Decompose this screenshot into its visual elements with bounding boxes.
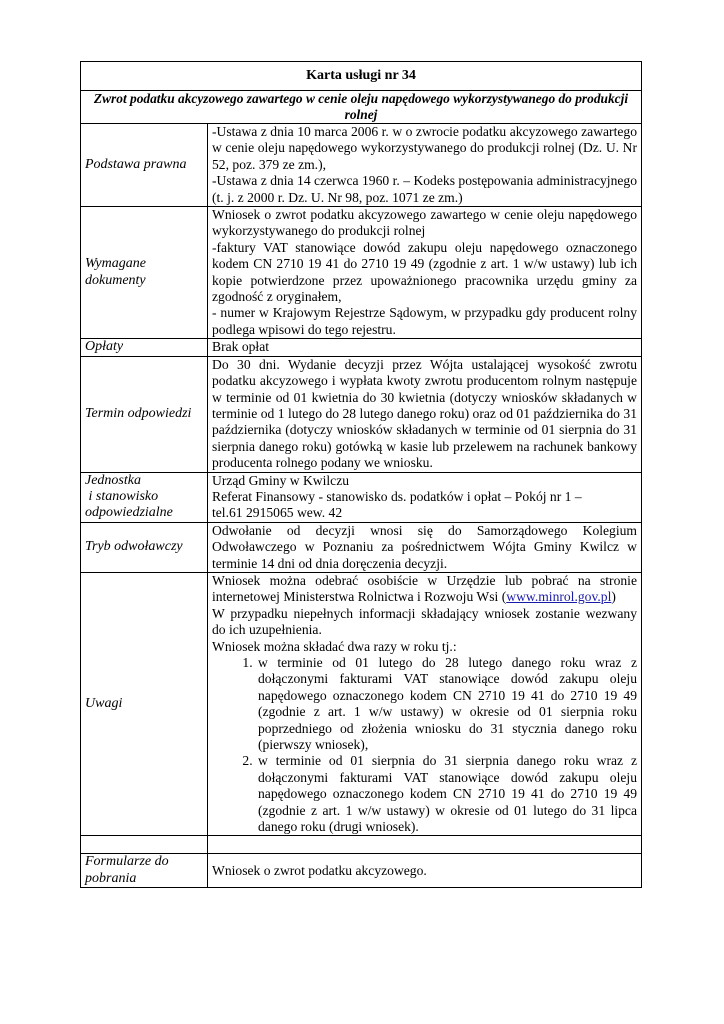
label-wymagane-dokumenty: Wymagane dokumenty [81,207,208,339]
card-title: Karta usługi nr 34 [81,62,642,91]
value-formularze: Wniosek o zwrot podatku akcyzowego. [208,854,642,888]
dokumenty-line-2: -faktury VAT stanowiące dowód zakupu oleju napędowego oznaczonego kodem CN 2710 19 41 do 2710 19 49 (zgodnie z art. 1 w/w ustawy) lub ich kopie potwierdzone przez upoważnionego pracownika urzędu gminy za zgodność z oryginałem, [212,239,637,305]
row-wymagane-dokumenty [81,207,642,339]
jednostka-label-line-3: odpowiedzialne [85,505,173,521]
dokumenty-line-3: - numer w Krajowym Rejestrze Sądowym, w przypadku gdy producent rolny podlega wpisowi do tego rejestru. [212,305,637,337]
row-oplaty [81,339,642,356]
link-paren-open: ( [501,589,507,605]
subtitle-row [81,91,642,124]
uwagi-intro [212,573,637,606]
uwagi-list [212,655,637,835]
value-oplaty: Brak opłat [208,339,642,356]
row-tryb-odwolawczy [81,522,642,572]
card-subtitle: Zwrot podatku akcyzowego zawartego w cenie oleju napędowego wykorzystywanego do produkcji rolnej [81,91,642,124]
row-jednostka [81,472,642,522]
jednostka-line-1: Urząd Gminy w Kwilczu [212,472,350,488]
uwagi-line-3: Wniosek można składać dwa razy w roku tj.: [212,638,457,654]
value-podstawa-prawna [208,124,642,207]
label-jednostka [81,472,208,522]
label-tryb-odwolawczy: Tryb odwoławczy [81,522,208,572]
uwagi-line-2: W przypadku niepełnych informacji składający wniosek zostanie wezwany do ich uzupełnienia. [212,605,637,638]
minrol-link[interactable]: www.minrol.gov.pl [506,589,612,605]
jednostka-line-2: Referat Finansowy - stanowisko ds. podatków i opłat – Pokój nr 1 – [212,488,582,504]
empty-cell-left [81,836,208,854]
value-tryb-odwolawczy: Odwołanie od decyzji wnosi się do Samorządowego Kolegium Odwoławczego w Poznaniu za pośrednictwem Wójta Gminy Kwilcz w terminie 14 dni od dnia doręczenia decyzji. [208,522,642,572]
label-podstawa-prawna: Podstawa prawna [81,124,208,207]
label-uwagi: Uwagi [81,572,208,836]
jednostka-label-line-2: i stanowisko [85,488,159,504]
service-card-table [80,61,642,888]
formularze-label-line-1: Formularze do [85,854,169,870]
row-formularze [81,854,642,888]
uwagi-list-item: 2. w terminie od 01 sierpnia do 31 sierpnia danego roku wraz z dołączonymi fakturami VAT stanowiące dowód zakupu oleju napędowego oznaczonego kodem CN 2710 19 41 do 2710 19 49 (zgodnie z art. 1 w/w ustawy) w okresie od 01 lutego do 31 lipca danego roku (drugi wniosek). [256,753,637,835]
value-termin-odpowiedzi: Do 30 dni. Wydanie decyzji przez Wójta ustalającej wysokość zwrotu podatku akcyzowego i wypłata kwoty zwrotu producentom rolnym następuje w terminie od 01 kwietnia do 30 kwietnia (dotyczy wniosków składanych w terminie od 1 lutego do 28 lutego danego roku) oraz od 01 października do 31 października (dotyczy wniosków składanych w terminie od 01 sierpnia do 31 sierpnia danego roku) gotówką w kasie lub przelewem na rachunek bankowy producenta rolnego podany we wniosku. [208,356,642,472]
podstawa-line-1: -Ustawa z dnia 10 marca 2006 r. w o zwrocie podatku akcyzowego zawartego w cenie oleju napędowego wykorzystywanego do produkcji rolnej (Dz. U. Nr 52, poz. 379 ze zm.), [212,124,637,172]
row-podstawa-prawna [81,124,642,207]
row-termin-odpowiedzi [81,356,642,472]
label-termin-odpowiedzi: Termin odpowiedzi [81,356,208,472]
row-uwagi [81,572,642,836]
uwagi-list-item: 1. w terminie od 01 lutego do 28 lutego danego roku wraz z dołączonymi fakturami VAT stanowiące dowód zakupu oleju napędowego oznaczonego kodem CN 2710 19 41 do 2710 19 49 (zgodnie z art. 1 w/w ustawy) w okresie od 01 sierpnia roku poprzedniego od złożenia wniosku do 31 stycznia danego roku (pierwszy wniosek), [256,655,637,753]
row-empty [81,836,642,854]
empty-cell-right [208,836,642,854]
label-formularze [81,854,208,888]
podstawa-line-2: -Ustawa z dnia 14 czerwca 1960 r. – Kodeks postępowania administracyjnego (t. j. z 2000 r. Dz. U. Nr 98, poz. 1071 ze zm.) [212,173,637,205]
title-row [81,62,642,91]
jednostka-line-3: tel.61 2915065 wew. 42 [212,505,343,521]
jednostka-label-line-1: Jednostka [85,472,141,488]
uwagi-intro-text: Wniosek można odebrać osobiście w Urzędzie lub pobrać na stronie internetowej Ministerstwa Rolnictwa i Rozwoju Wsi [212,572,637,605]
link-paren-close: ) [611,589,616,605]
dokumenty-line-1: Wniosek o zwrot podatku akcyzowego zawartego w cenie oleju napędowego wykorzystywanego do produkcji rolnej [212,207,637,239]
value-jednostka [208,472,642,522]
value-wymagane-dokumenty [208,207,642,339]
label-oplaty: Opłaty [81,339,208,356]
value-uwagi [208,572,642,836]
formularze-label-line-2: pobrania [85,870,137,886]
